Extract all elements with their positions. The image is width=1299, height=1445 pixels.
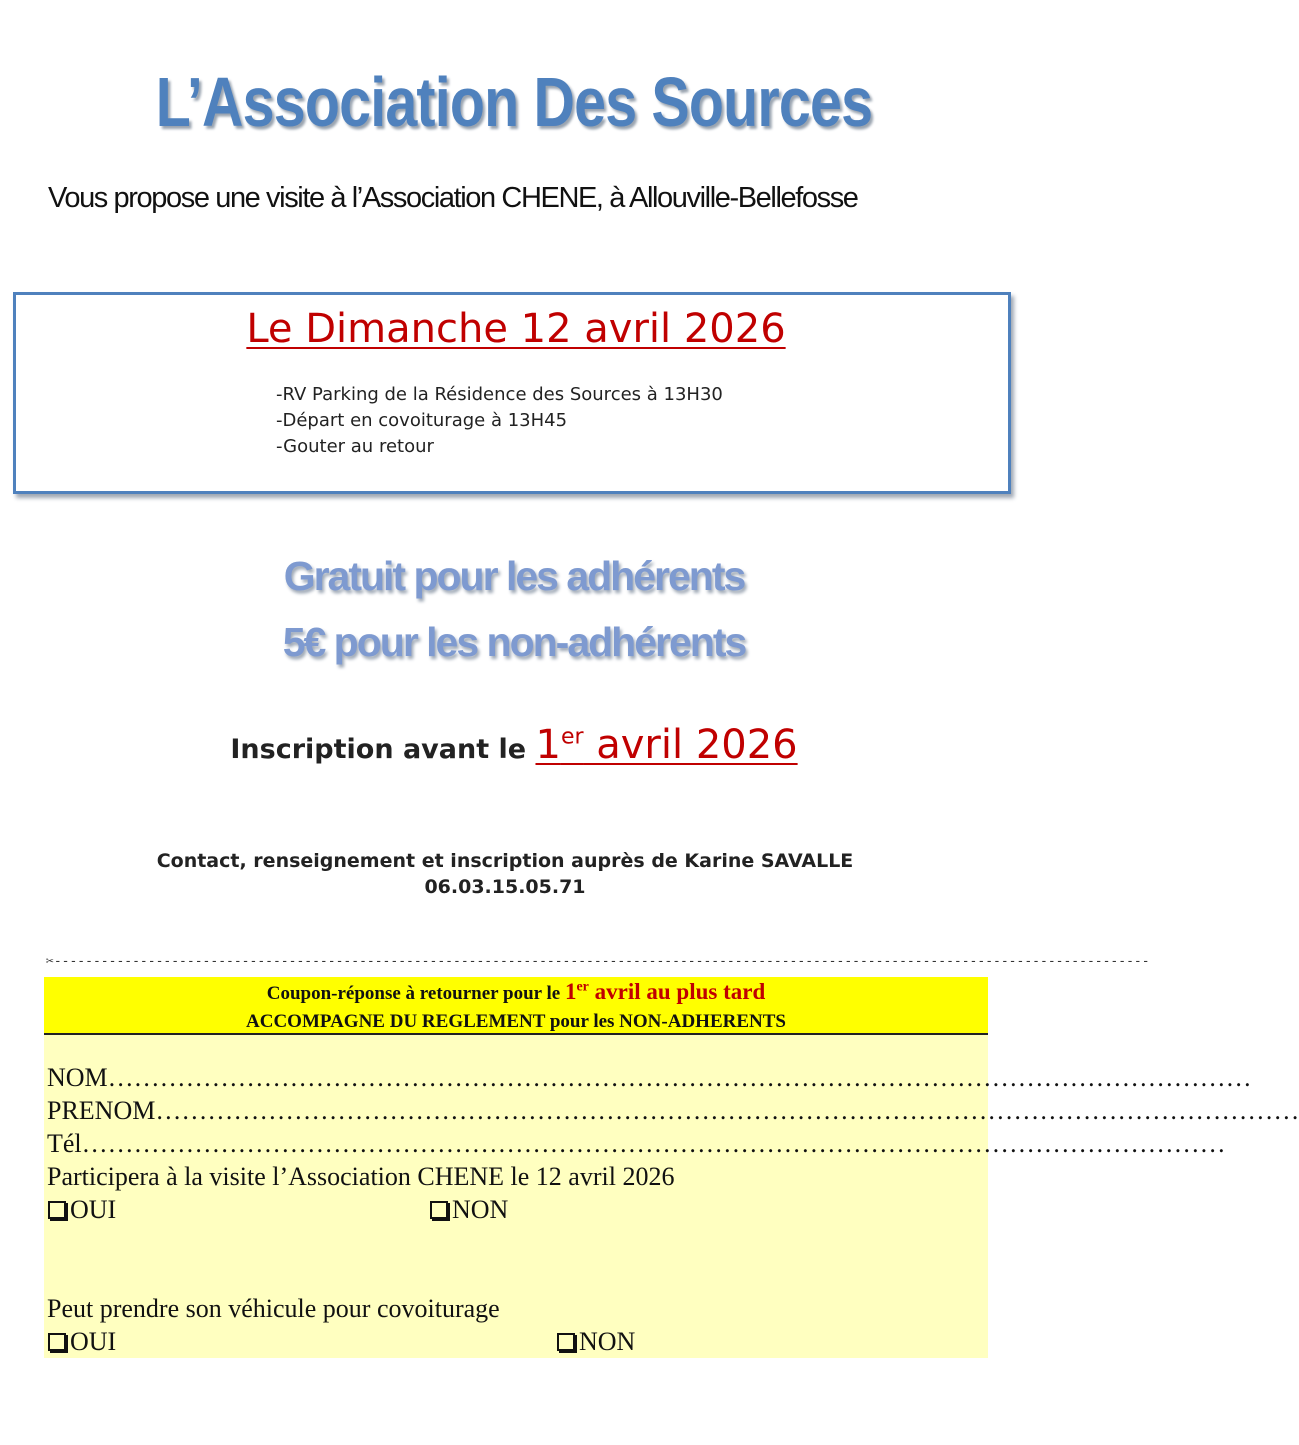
- event-detail-meeting: -RV Parking de la Résidence des Sources à 13H30: [276, 384, 723, 405]
- field-tel-label: Tél: [47, 1129, 82, 1158]
- question-participation: Participera à la visite l’Association CHENE le 12 avril 2026: [47, 1162, 675, 1191]
- scissors-icon: ✂: [46, 954, 54, 969]
- carpool-yes-label: OUI: [70, 1327, 117, 1356]
- coupon-header: [44, 977, 988, 1035]
- field-nom-dots[interactable]: ……………………………………………………………………………………………………………………: [107, 1063, 1252, 1092]
- participation-yes-option[interactable]: [48, 1195, 116, 1225]
- deadline-day-suffix: er: [560, 724, 584, 750]
- deadline-label: Inscription avant le: [230, 734, 536, 765]
- deadline-month-year: avril 2026: [583, 722, 798, 768]
- page-title: L’Association Des Sources: [155, 63, 873, 141]
- participation-no-label: NON: [452, 1195, 509, 1224]
- participation-no-option[interactable]: [430, 1195, 508, 1225]
- checkbox-icon[interactable]: [557, 1333, 575, 1351]
- field-tel-dots[interactable]: ……………………………………………………………………………………………………………………: [81, 1129, 1226, 1158]
- coupon-header-day: 1: [564, 979, 577, 1004]
- carpool-yes-option[interactable]: [48, 1327, 116, 1357]
- coupon-header-suffix: er: [576, 979, 589, 995]
- dashed-line: --------------------------------------------------------------------------------------------------------------------------------------------: [53, 954, 1150, 969]
- carpool-no-label: NON: [579, 1327, 636, 1356]
- contact-line: Contact, renseignement et inscription auprès de Karine SAVALLE: [156, 850, 854, 872]
- event-detail-departure: -Départ en covoiturage à 13H45: [276, 410, 568, 431]
- event-date: Le Dimanche 12 avril 2026: [246, 306, 786, 352]
- contact-info: [0, 848, 1010, 900]
- field-nom-label: NOM: [47, 1063, 108, 1092]
- field-tel[interactable]: [47, 1129, 1226, 1162]
- registration-deadline: [0, 722, 1028, 768]
- price-non-members: 5€ pour les non-adhérents: [282, 619, 746, 665]
- cut-line: [46, 954, 1150, 974]
- deadline-date: [535, 722, 797, 768]
- field-prenom[interactable]: [47, 1096, 1299, 1129]
- field-prenom-label: PRENOM: [47, 1096, 156, 1125]
- contact-phone: 06.03.15.05.71: [424, 876, 586, 898]
- question-carpool: Peut prendre son véhicule pour covoiturage: [47, 1294, 500, 1323]
- coupon-header-date: [565, 979, 765, 1004]
- coupon-header-prefix: Coupon-réponse à retourner pour le: [266, 983, 565, 1004]
- page-subtitle: Vous propose une visite à l’Association CHENE, à Allouville-Bellefosse: [48, 182, 858, 214]
- deadline-day: 1: [535, 722, 561, 768]
- coupon-header-line1: [44, 979, 988, 1005]
- participation-yes-label: OUI: [70, 1195, 117, 1224]
- field-prenom-dots[interactable]: ……………………………………………………………………………………………………………………: [155, 1096, 1299, 1125]
- price-members: Gratuit pour les adhérents: [283, 553, 745, 599]
- checkbox-icon[interactable]: [430, 1201, 448, 1219]
- event-details: [276, 382, 723, 460]
- carpool-no-option[interactable]: [557, 1327, 635, 1357]
- event-detail-snack: -Gouter au retour: [276, 436, 434, 457]
- coupon-header-rest: avril au plus tard: [588, 979, 766, 1004]
- checkbox-icon[interactable]: [48, 1201, 66, 1219]
- coupon-form: [44, 977, 1299, 1358]
- coupon-header-line2: ACCOMPAGNE DU REGLEMENT pour les NON-ADHERENTS: [246, 1011, 786, 1032]
- field-nom[interactable]: [47, 1063, 1252, 1096]
- checkbox-icon[interactable]: [48, 1333, 66, 1351]
